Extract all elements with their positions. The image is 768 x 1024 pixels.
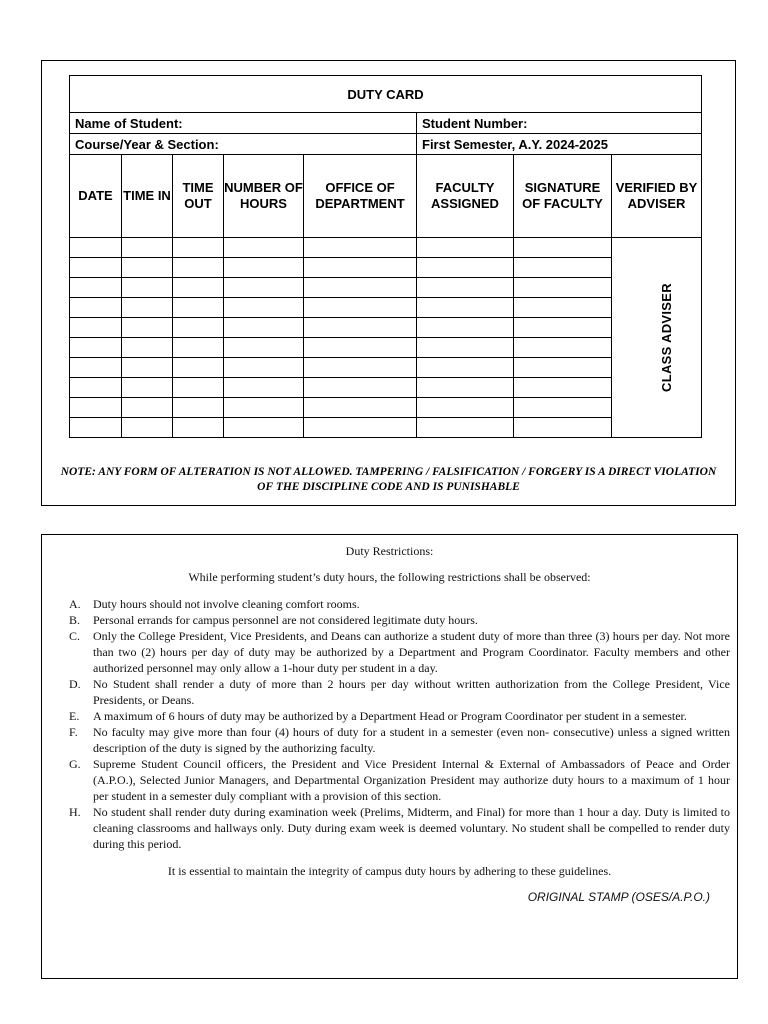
item-letter: G. — [69, 757, 81, 771]
duty-entry-cell[interactable] — [224, 358, 304, 378]
duty-entry-cell[interactable] — [173, 358, 224, 378]
student-number-field[interactable]: Student Number: — [417, 113, 702, 134]
duty-entry-cell[interactable] — [173, 298, 224, 318]
duty-entry-cell[interactable] — [173, 238, 224, 258]
duty-entry-cell[interactable] — [224, 258, 304, 278]
list-item — [69, 628, 730, 676]
duty-entry-cell[interactable] — [304, 378, 417, 398]
class-adviser-cell[interactable] — [612, 238, 702, 438]
duty-entry-cell[interactable] — [514, 338, 612, 358]
duty-entry-cell[interactable] — [173, 258, 224, 278]
table-row — [70, 258, 702, 278]
item-letter: F. — [69, 725, 78, 739]
duty-entry-cell[interactable] — [417, 258, 514, 278]
item-letter: A. — [69, 597, 81, 611]
restrictions-intro: While performing student’s duty hours, the following restrictions shall be observed: — [188, 570, 591, 584]
closing-statement: It is essential to maintain the integrity of campus duty hours by adhering to these guidelines. — [167, 864, 612, 878]
list-item — [69, 724, 730, 756]
item-text: No Student shall render a duty of more than 2 hours per day without written authorization from the College President, Vice Presidents, or Deans. — [93, 677, 730, 707]
course-section-field[interactable]: Course/Year & Section: — [70, 134, 417, 155]
duty-entry-cell[interactable] — [224, 418, 304, 438]
restrictions-title: Duty Restrictions: — [345, 544, 434, 558]
duty-entry-cell[interactable] — [224, 298, 304, 318]
duty-entry-cell[interactable] — [514, 378, 612, 398]
class-adviser-label: CLASS ADVISER — [658, 283, 674, 392]
item-letter: H. — [69, 805, 81, 819]
column-header-office-of-department: OFFICE OF DEPARTMENT — [304, 155, 417, 238]
table-row — [70, 278, 702, 298]
duty-entry-cell[interactable] — [417, 238, 514, 258]
original-stamp-label: ORIGINAL STAMP (OSES/A.P.O.) — [527, 890, 710, 904]
duty-entry-cell[interactable] — [70, 378, 122, 398]
duty-entry-cell[interactable] — [514, 258, 612, 278]
table-row — [70, 378, 702, 398]
duty-entry-cell[interactable] — [417, 358, 514, 378]
duty-entry-cell[interactable] — [173, 278, 224, 298]
duty-entry-cell[interactable] — [224, 278, 304, 298]
duty-restrictions-card — [41, 534, 738, 979]
column-header-time-in: TIME IN — [122, 155, 173, 238]
column-header-date: DATE — [70, 155, 122, 238]
item-text: Supreme Student Council officers, the President and Vice President Internal & External of Ambassadors of Peace and Order (A.P.O.), Selected Junior Managers, and Departmental Organization President may authorize duty hours to a maximum of 1 hour per student in a semester duly compliant with a provision of this section. — [93, 757, 730, 803]
restrictions-list — [69, 596, 730, 852]
duty-entry-cell[interactable] — [122, 238, 173, 258]
duty-entry-cell[interactable] — [70, 418, 122, 438]
item-text: Only the College President, Vice Presidents, and Deans can authorize a student duty of more than three (3) hours per day. Not more than two (2) hours per day of duty may be authorized by a Department and Program Coordinator. Faculty members and other authorized personnel may only allow a 1-hour duty per student in a day. — [93, 629, 730, 675]
duty-entry-cell[interactable] — [514, 318, 612, 338]
duty-entry-cell[interactable] — [70, 358, 122, 378]
column-header-number-of-hours: NUMBER OF HOURS — [224, 155, 304, 238]
column-header-signature-of-faculty: SIGNATURE OF FACULTY — [514, 155, 612, 238]
duty-entry-cell[interactable] — [304, 318, 417, 338]
duty-card-table — [69, 75, 702, 438]
item-letter: E. — [69, 709, 80, 723]
duty-entry-cell[interactable] — [417, 338, 514, 358]
duty-entry-cell[interactable] — [304, 238, 417, 258]
duty-entry-cell[interactable] — [173, 398, 224, 418]
duty-entry-cell[interactable] — [417, 418, 514, 438]
duty-entry-cell[interactable] — [70, 258, 122, 278]
column-header-faculty-assigned: FACULTY ASSIGNED — [417, 155, 514, 238]
column-header-verified-by-adviser: VERIFIED BY ADVISER — [612, 155, 702, 238]
duty-entry-cell[interactable] — [224, 378, 304, 398]
duty-entry-cell[interactable] — [122, 278, 173, 298]
duty-entry-cell[interactable] — [122, 398, 173, 418]
item-letter: D. — [69, 677, 81, 691]
duty-entry-cell[interactable] — [224, 338, 304, 358]
list-item — [69, 596, 730, 612]
list-item — [69, 708, 730, 724]
item-text: No faculty may give more than four (4) hours of duty for a student in a semester (even non- consecutive) unless a signed written description of the duty is signed by the authorizing faculty. — [93, 725, 730, 755]
duty-entry-cell[interactable] — [122, 358, 173, 378]
table-row — [70, 238, 702, 258]
item-text: A maximum of 6 hours of duty may be authorized by a Department Head or Program Coordinator per student in a semester. — [93, 709, 687, 723]
duty-entry-cell[interactable] — [173, 338, 224, 358]
duty-entry-cell[interactable] — [122, 298, 173, 318]
duty-entry-cell[interactable] — [514, 238, 612, 258]
duty-card — [41, 60, 736, 506]
duty-entry-cell[interactable] — [514, 298, 612, 318]
duty-entry-cell[interactable] — [224, 318, 304, 338]
table-row — [70, 338, 702, 358]
duty-entry-cell[interactable] — [417, 278, 514, 298]
item-text: Duty hours should not involve cleaning comfort rooms. — [93, 597, 360, 611]
duty-entry-cell[interactable] — [122, 258, 173, 278]
duty-entry-cell[interactable] — [417, 318, 514, 338]
list-item — [69, 612, 730, 628]
duty-card-title: DUTY CARD — [70, 76, 702, 113]
duty-entry-cell[interactable] — [122, 338, 173, 358]
duty-entry-cell[interactable] — [417, 398, 514, 418]
item-letter: B. — [69, 613, 81, 627]
duty-entry-cell[interactable] — [70, 238, 122, 258]
duty-entry-cell[interactable] — [514, 358, 612, 378]
item-text: Personal errands for campus personnel are not considered legitimate duty hours. — [93, 613, 478, 627]
duty-entry-cell[interactable] — [514, 278, 612, 298]
duty-entry-cell[interactable] — [173, 418, 224, 438]
duty-entry-cell[interactable] — [70, 298, 122, 318]
duty-entry-cell[interactable] — [173, 318, 224, 338]
column-header-time-out: TIME OUT — [173, 155, 224, 238]
duty-entry-cell[interactable] — [70, 338, 122, 358]
semester-label: First Semester, A.Y. 2024-2025 — [417, 134, 702, 155]
table-row — [70, 298, 702, 318]
duty-entry-cell[interactable] — [514, 418, 612, 438]
duty-entry-cell[interactable] — [122, 378, 173, 398]
duty-entry-cell[interactable] — [304, 278, 417, 298]
alteration-note: NOTE: ANY FORM OF ALTERATION IS NOT ALLOWED. TAMPERING / FALSIFICATION / FORGERY IS A DIRECT VIOLATION OF THE DISCIPLINE CODE AND IS PUNISHABLE — [60, 466, 717, 493]
duty-entry-cell[interactable] — [417, 378, 514, 398]
table-row — [70, 398, 702, 418]
item-letter: C. — [69, 629, 81, 643]
duty-entry-cell[interactable] — [304, 338, 417, 358]
duty-entry-cell[interactable] — [514, 398, 612, 418]
duty-entry-cell[interactable] — [304, 298, 417, 318]
table-row — [70, 418, 702, 438]
table-row — [70, 318, 702, 338]
duty-entry-cell[interactable] — [304, 418, 417, 438]
duty-entry-cell[interactable] — [304, 358, 417, 378]
item-text: No student shall render duty during examination week (Prelims, Midterm, and Final) for more than 1 hour a day. Duty is limited to cleaning classrooms and hallways only. Duty during exam week is deemed voluntary. No student shall be compelled to render duty during this period. — [93, 805, 730, 851]
duty-entry-cell[interactable] — [70, 398, 122, 418]
list-item — [69, 756, 730, 804]
table-row — [70, 358, 702, 378]
duty-entry-cell[interactable] — [224, 238, 304, 258]
duty-entry-cell[interactable] — [122, 318, 173, 338]
duty-entry-cell[interactable] — [304, 398, 417, 418]
duty-entry-cell[interactable] — [224, 398, 304, 418]
duty-entry-cell[interactable] — [70, 318, 122, 338]
duty-entry-cell[interactable] — [304, 258, 417, 278]
duty-entry-cell[interactable] — [173, 378, 224, 398]
duty-entry-cell[interactable] — [417, 298, 514, 318]
student-name-field[interactable]: Name of Student: — [70, 113, 417, 134]
list-item — [69, 804, 730, 852]
list-item — [69, 676, 730, 708]
duty-entry-cell[interactable] — [70, 278, 122, 298]
duty-entry-cell[interactable] — [122, 418, 173, 438]
